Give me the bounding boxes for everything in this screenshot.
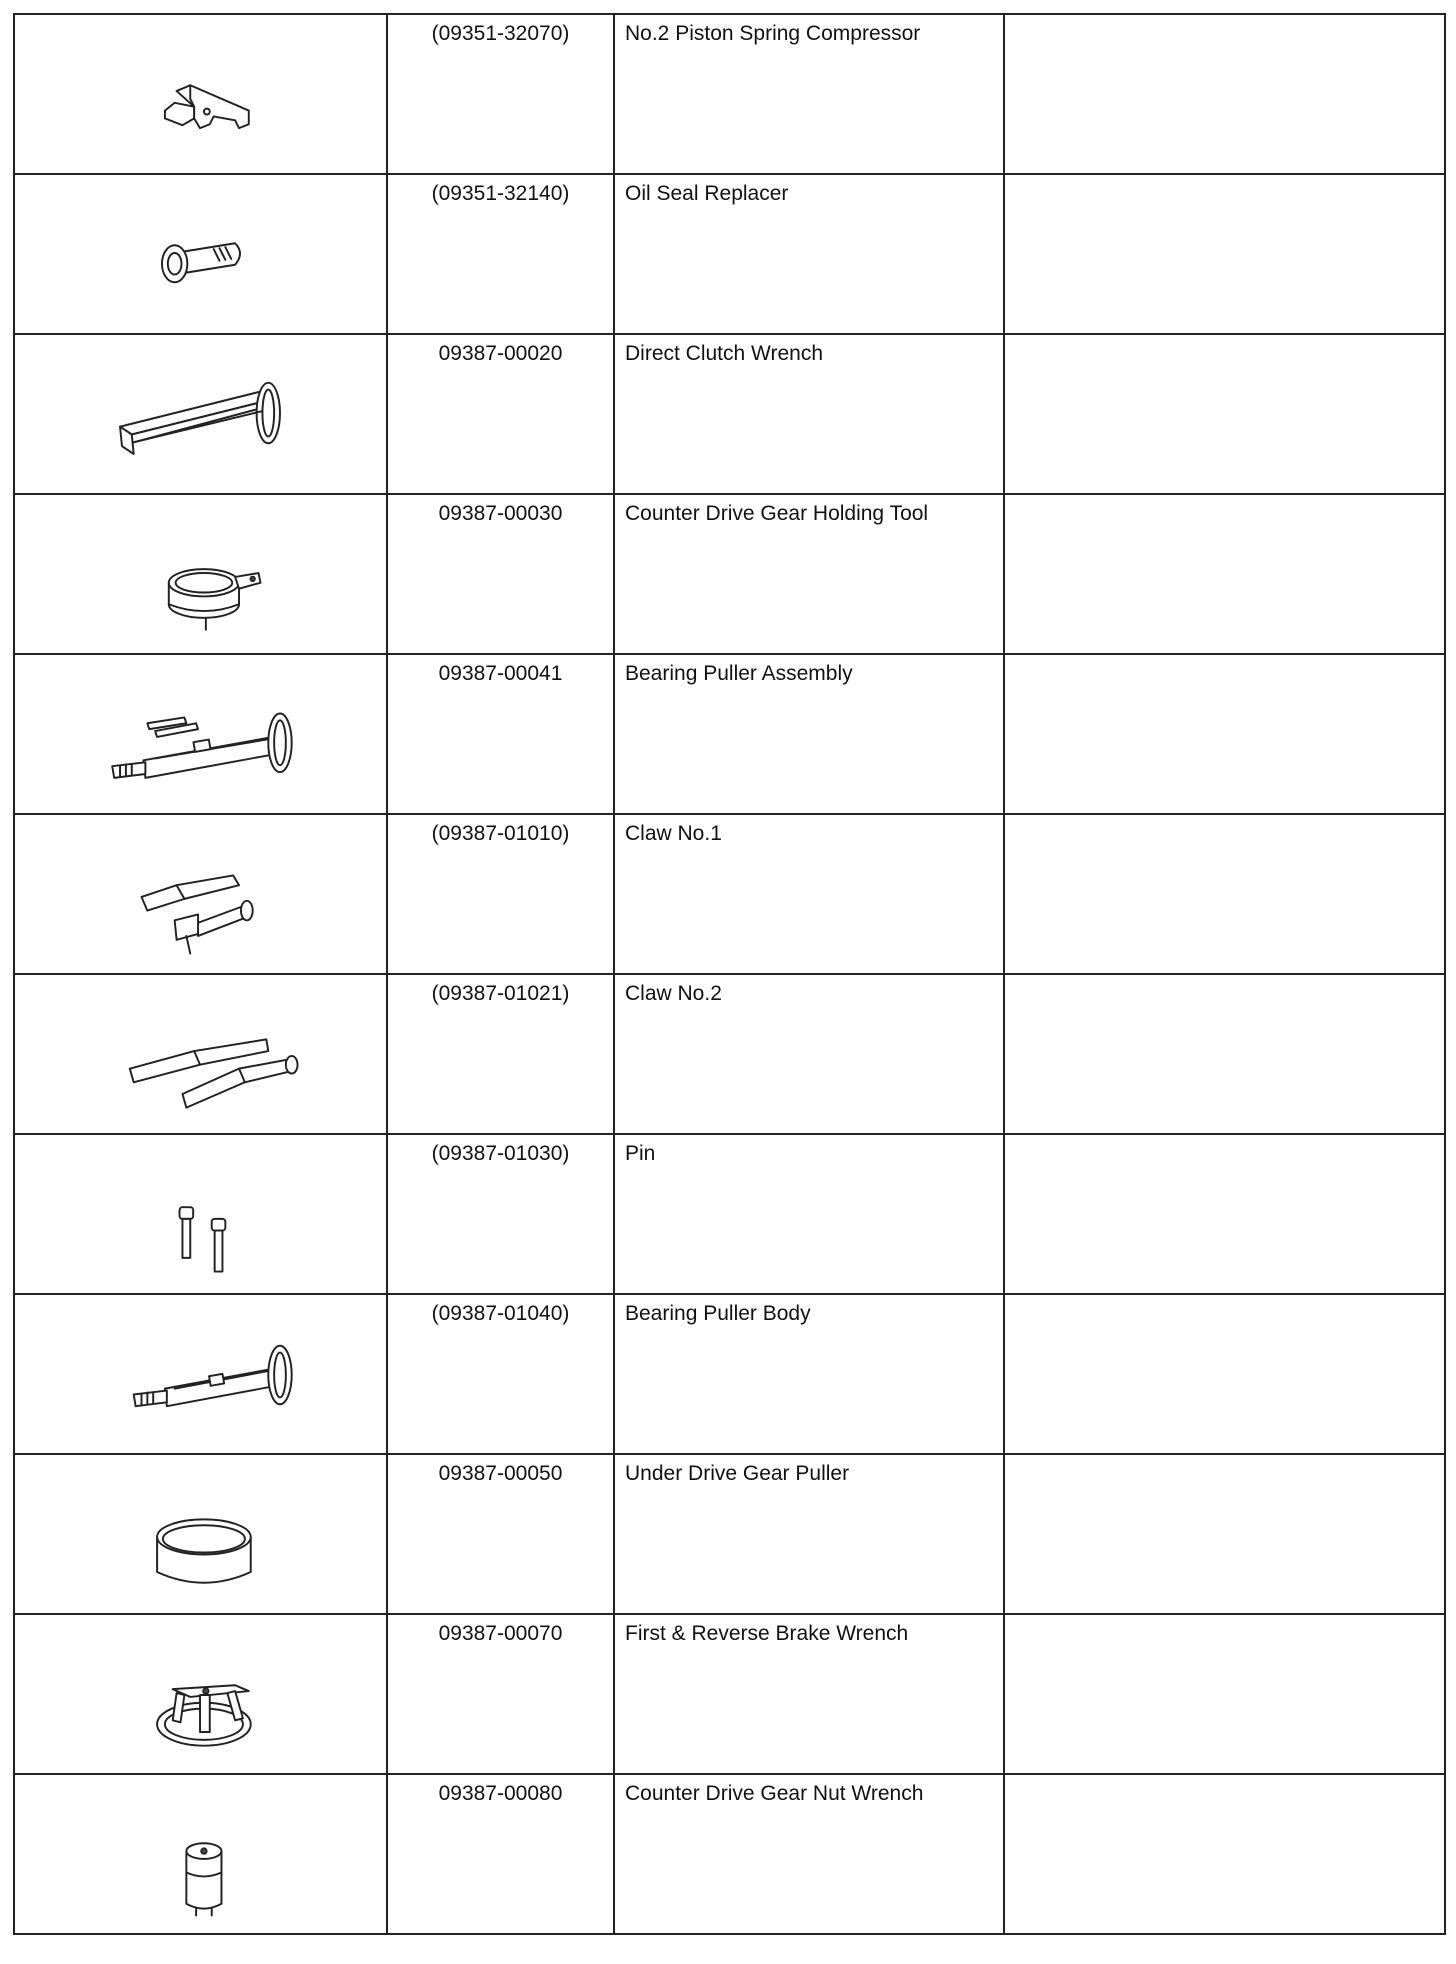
part-number: (09387-01010) bbox=[431, 822, 570, 845]
tool-name: Oil Seal Replacer bbox=[625, 182, 789, 205]
claw-no1-icon bbox=[15, 815, 386, 973]
part-number: (09351-32070) bbox=[431, 22, 570, 45]
bearing-puller-assembly-icon bbox=[15, 655, 386, 813]
tool-row bbox=[14, 494, 1445, 654]
part-number-cell bbox=[387, 1294, 614, 1454]
tool-row bbox=[14, 654, 1445, 814]
illustration-cell bbox=[14, 1614, 387, 1774]
tool-name-cell bbox=[614, 814, 1004, 974]
part-number-cell bbox=[387, 1774, 614, 1934]
tool-row bbox=[14, 1774, 1445, 1934]
part-number: 09387-00030 bbox=[438, 502, 563, 525]
special-tool-table bbox=[13, 13, 1446, 1935]
tool-name: No.2 Piston Spring Compressor bbox=[625, 22, 921, 45]
part-number-cell bbox=[387, 14, 614, 174]
tool-row bbox=[14, 14, 1445, 174]
note-cell bbox=[1004, 1454, 1445, 1614]
tool-name-cell bbox=[614, 654, 1004, 814]
note-cell bbox=[1004, 654, 1445, 814]
illustration-cell bbox=[14, 494, 387, 654]
tool-row bbox=[14, 974, 1445, 1134]
part-number: 09387-00041 bbox=[438, 662, 563, 685]
note-cell bbox=[1004, 1774, 1445, 1934]
part-number-cell bbox=[387, 1614, 614, 1774]
note-cell bbox=[1004, 1294, 1445, 1454]
tool-name-cell bbox=[614, 494, 1004, 654]
note-cell bbox=[1004, 14, 1445, 174]
part-number-cell bbox=[387, 654, 614, 814]
gear-puller-ring-icon bbox=[15, 1455, 386, 1613]
note-cell bbox=[1004, 974, 1445, 1134]
part-number: (09387-01030) bbox=[431, 1142, 570, 1165]
tool-name: Claw No.1 bbox=[625, 822, 722, 845]
claw-no2-icon bbox=[15, 975, 386, 1133]
tool-row bbox=[14, 1454, 1445, 1614]
tool-row bbox=[14, 814, 1445, 974]
tool-name: Claw No.2 bbox=[625, 982, 722, 1005]
tool-row bbox=[14, 174, 1445, 334]
gear-nut-wrench-icon bbox=[15, 1775, 386, 1933]
tool-name-cell bbox=[614, 334, 1004, 494]
part-number-cell bbox=[387, 1134, 614, 1294]
tool-row bbox=[14, 334, 1445, 494]
illustration-cell bbox=[14, 654, 387, 814]
illustration-cell bbox=[14, 1454, 387, 1614]
bearing-puller-body-icon bbox=[15, 1295, 386, 1453]
illustration-cell bbox=[14, 1774, 387, 1934]
tool-name: Under Drive Gear Puller bbox=[625, 1462, 850, 1485]
part-number: (09387-01040) bbox=[431, 1302, 570, 1325]
tool-row bbox=[14, 1614, 1445, 1774]
tool-name-cell bbox=[614, 1614, 1004, 1774]
note-cell bbox=[1004, 334, 1445, 494]
part-number: 09387-00080 bbox=[438, 1782, 563, 1805]
tool-name-cell bbox=[614, 1134, 1004, 1294]
tool-name-cell bbox=[614, 974, 1004, 1134]
piston-spring-compressor-icon bbox=[15, 15, 386, 173]
gear-holding-tool-icon bbox=[15, 495, 386, 653]
tool-name: Counter Drive Gear Nut Wrench bbox=[625, 1782, 924, 1805]
pin-icon bbox=[15, 1135, 386, 1293]
brake-wrench-icon bbox=[15, 1615, 386, 1773]
note-cell bbox=[1004, 174, 1445, 334]
part-number: (09387-01021) bbox=[431, 982, 570, 1005]
illustration-cell bbox=[14, 1294, 387, 1454]
part-number: 09387-00020 bbox=[438, 342, 563, 365]
illustration-cell bbox=[14, 174, 387, 334]
illustration-cell bbox=[14, 14, 387, 174]
direct-clutch-wrench-icon bbox=[15, 335, 386, 493]
part-number-cell bbox=[387, 1454, 614, 1614]
tool-name: First & Reverse Brake Wrench bbox=[625, 1622, 909, 1645]
tool-name: Direct Clutch Wrench bbox=[625, 342, 824, 365]
tool-name-cell bbox=[614, 14, 1004, 174]
tool-name: Counter Drive Gear Holding Tool bbox=[625, 502, 929, 525]
note-cell bbox=[1004, 1614, 1445, 1774]
illustration-cell bbox=[14, 334, 387, 494]
tool-name-cell bbox=[614, 1774, 1004, 1934]
tool-name-cell bbox=[614, 174, 1004, 334]
note-cell bbox=[1004, 494, 1445, 654]
tool-row bbox=[14, 1294, 1445, 1454]
tool-name-cell bbox=[614, 1294, 1004, 1454]
illustration-cell bbox=[14, 974, 387, 1134]
tool-name: Bearing Puller Assembly bbox=[625, 662, 853, 685]
part-number-cell bbox=[387, 334, 614, 494]
tool-row bbox=[14, 1134, 1445, 1294]
note-cell bbox=[1004, 814, 1445, 974]
illustration-cell bbox=[14, 814, 387, 974]
part-number-cell bbox=[387, 174, 614, 334]
part-number: 09387-00050 bbox=[438, 1462, 563, 1485]
part-number-cell bbox=[387, 814, 614, 974]
illustration-cell bbox=[14, 1134, 387, 1294]
tool-name-cell bbox=[614, 1454, 1004, 1614]
note-cell bbox=[1004, 1134, 1445, 1294]
tool-name: Bearing Puller Body bbox=[625, 1302, 811, 1325]
part-number-cell bbox=[387, 974, 614, 1134]
part-number: 09387-00070 bbox=[438, 1622, 563, 1645]
part-number-cell bbox=[387, 494, 614, 654]
part-number: (09351-32140) bbox=[431, 182, 570, 205]
tool-name: Pin bbox=[625, 1142, 656, 1165]
oil-seal-replacer-icon bbox=[15, 175, 386, 333]
